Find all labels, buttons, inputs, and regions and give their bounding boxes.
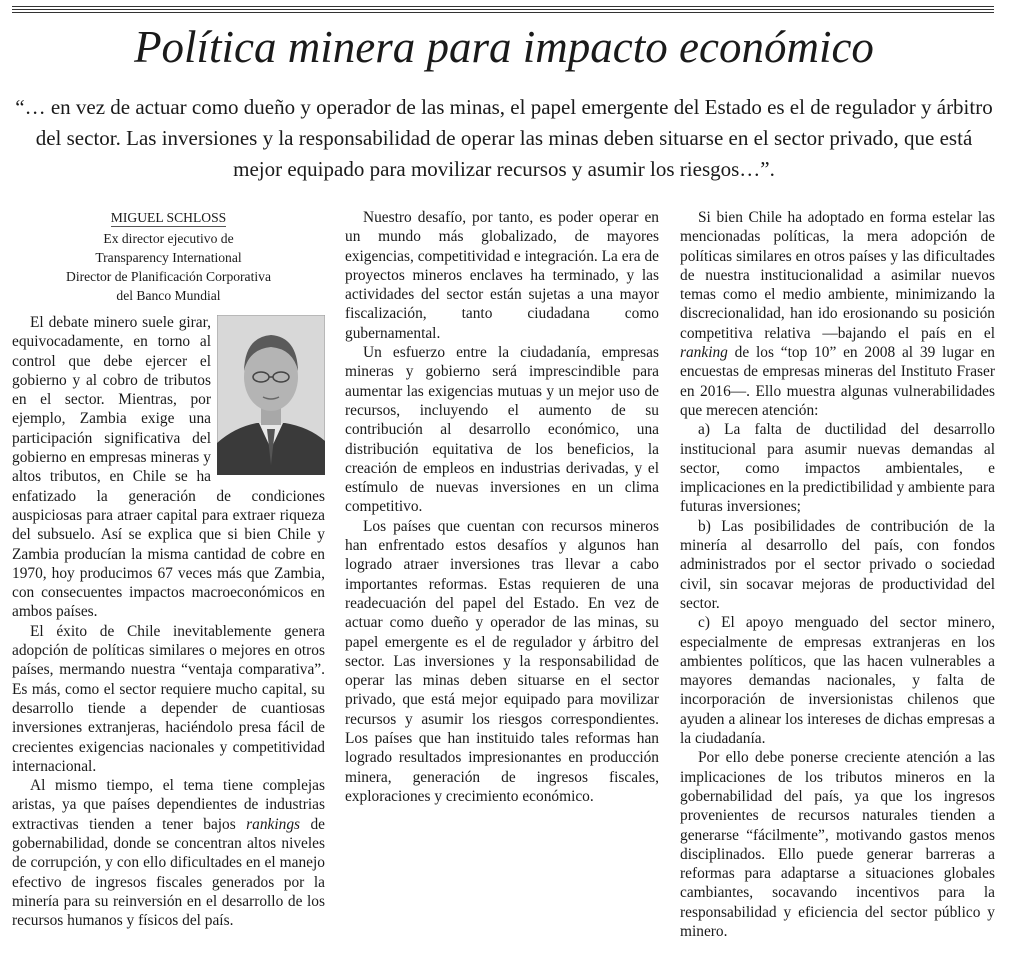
body-text: Si bien Chile ha adoptado en forma estelar las mencionadas políticas, la mera adopción de políticas similares en otros países y las dificultades de nuestra institucionalidad a asimilar nuevos temas como el medio ambiente, minimizando la discrecionalidad, han ido erosionando su posición competitiva relativa —bajando el país en el: [680, 209, 995, 342]
author-role: del Banco Mundial: [116, 288, 221, 303]
author-role: Transparency International: [95, 250, 242, 265]
body-paragraph: Un esfuerzo entre la ciudadanía, empresas mineras y gobierno será imprescindible para aumentar las exigencias mutuas y un mejor uso de recursos, incluyendo el aumento de su contribución al desarrollo económico, una distribución equitativa de los beneficios, la creación de empleos en industrias derivadas, y el estímulo de nuevas inversiones en un clima competitivo.: [345, 344, 659, 516]
column-3: [680, 208, 995, 941]
author-name: MIGUEL SCHLOSS: [110, 210, 227, 225]
body-paragraph: El éxito de Chile inevitablemente genera adopción de políticas similares o mejores en otros países, mermando nuestra “ventaja comparativa”. Es más, como el sector requiere mucho capital, su desarrollo tiende a depender de cuantiosas inversiones extranjeras, haciéndolo presa fácil de crecientes exigencias nacionales y competitividad internacional.: [12, 622, 325, 775]
body-text: de los “top 10” en 2008 al 39 lugar en encuestas de empresas mineras del Instituto Fraser en 2016—. Ello muestra algunas vulnerabilidades que merecen atención:: [680, 344, 995, 419]
body-paragraph: [12, 776, 325, 930]
author-photo: [217, 315, 325, 475]
top-rule: [12, 6, 994, 7]
body-paragraph: Por ello debe ponerse creciente atención a las implicaciones de los tributos mineros en la gobernabilidad del país, ya que los ingresos provenientes de recursos naturales tienden a generarse “fácilmente”, motivando gastos menos disciplinados. Ello puede generar barreras a reformas para adaptarse a situaciones globales cambiantes, socavando incentivos para la responsabilidad y eficiencia del sector público y minero.: [680, 749, 995, 940]
column-1: [12, 208, 325, 931]
top-rule: [12, 9, 994, 10]
body-text: El debate minero suele girar, equivocadamente, en torno al control que debe ejercer el gobierno y al cobro de tributos en el sector. Mientras, por ejemplo, Zambia exige una participación significativa del gobierno en empresas mineras y altos tributos, en Chile se ha enfatizado la generación de condiciones auspiciosas para atraer capital para extraer riqueza del subsuelo. Así se explica que si bien Chile y Zambia producían la misma cantidad de cobre en 1970, hoy producimos 67 veces más que Zambia, con consecuentes impactos macroeconómicos en ambos países.: [12, 314, 325, 621]
body-text: Al mismo tiempo, el tema tiene complejas aristas, ya que países dependientes de industrias extractivas tienden a tener bajos: [12, 777, 325, 833]
byline: [12, 208, 325, 305]
author-role: Ex director ejecutivo de: [103, 231, 234, 246]
body-paragraph: Los países que cuentan con recursos mineros han enfrentado estos desafíos y algunos han logrado atraer inversiones tras llevar a cabo importantes reformas. Estas requieren de una readecuación del papel del Estado. En vez de actuar como dueño y operador de las minas, su papel emergente es el de regulador y árbitro del sector. Las inversiones y la responsabilidad de operar las minas deben situarse en el sector privado, que está mejor equipado para movilizar recursos y asumir los riesgos correspondientes. Los países que han instituido tales reformas han logrado resultados impresionantes en producción minera, generación de ingresos fiscales, exploraciones y crecimiento económico.: [345, 517, 659, 805]
headline: Política minera para impacto económico: [134, 22, 874, 72]
body-emphasis: rankings: [246, 815, 301, 833]
body-paragraph: [680, 208, 995, 420]
body-paragraph: [12, 313, 325, 622]
body-emphasis: ranking: [680, 344, 728, 362]
top-rule: [12, 12, 994, 13]
list-item: a) La falta de ductilidad del desarrollo institucional para asumir nuevas demandas al sector, como impactos ambientales, e implicaciones en la predictibilidad y ambiente para futuras inversiones;: [680, 421, 995, 516]
list-item: c) El apoyo menguado del sector minero, especialmente de empresas extranjeras en los ambientes políticos, que las hacen vulnerables a mayores demandas nacionales, y falta de incorporación de inversionistas chilenos que ayuden a alinear los intereses de dichas empresas a la ciudadanía.: [680, 614, 995, 748]
author-role: Director de Planificación Corporativa: [66, 269, 271, 284]
column-2: [345, 208, 659, 806]
body-text: de gobernabilidad, donde se concentran altos niveles de corrupción, y con ello dificultades en el manejo efectivo de ingresos fiscales generados por la minería para su reinversión en el desarrollo de los recursos humanos y físicos del país.: [12, 815, 325, 930]
list-item: b) Las posibilidades de contribución de la minería al desarrollo del país, con fondos administrados por el sector privado o sociedad civil, sin socavar mejoras de productividad del sector.: [680, 517, 995, 612]
pull-quote: “… en vez de actuar como dueño y operador de las minas, el papel emergente del Estado es el de regulador y árbitro del sector. Las inversiones y la responsabilidad de operar las minas deben situarse en el sector privado, que está mejor equipado para movilizar recursos y asumir los riesgos…”.: [15, 95, 993, 181]
body-paragraph: Nuestro desafío, por tanto, es poder operar en un mundo más globalizado, de mayores exigencias, competitividad e integración. La era de proyectos mineros enclaves ha terminado, y las actividades del sector están sujetas a una mayor fiscalización, tanto ciudadana como gubernamental.: [345, 209, 659, 342]
